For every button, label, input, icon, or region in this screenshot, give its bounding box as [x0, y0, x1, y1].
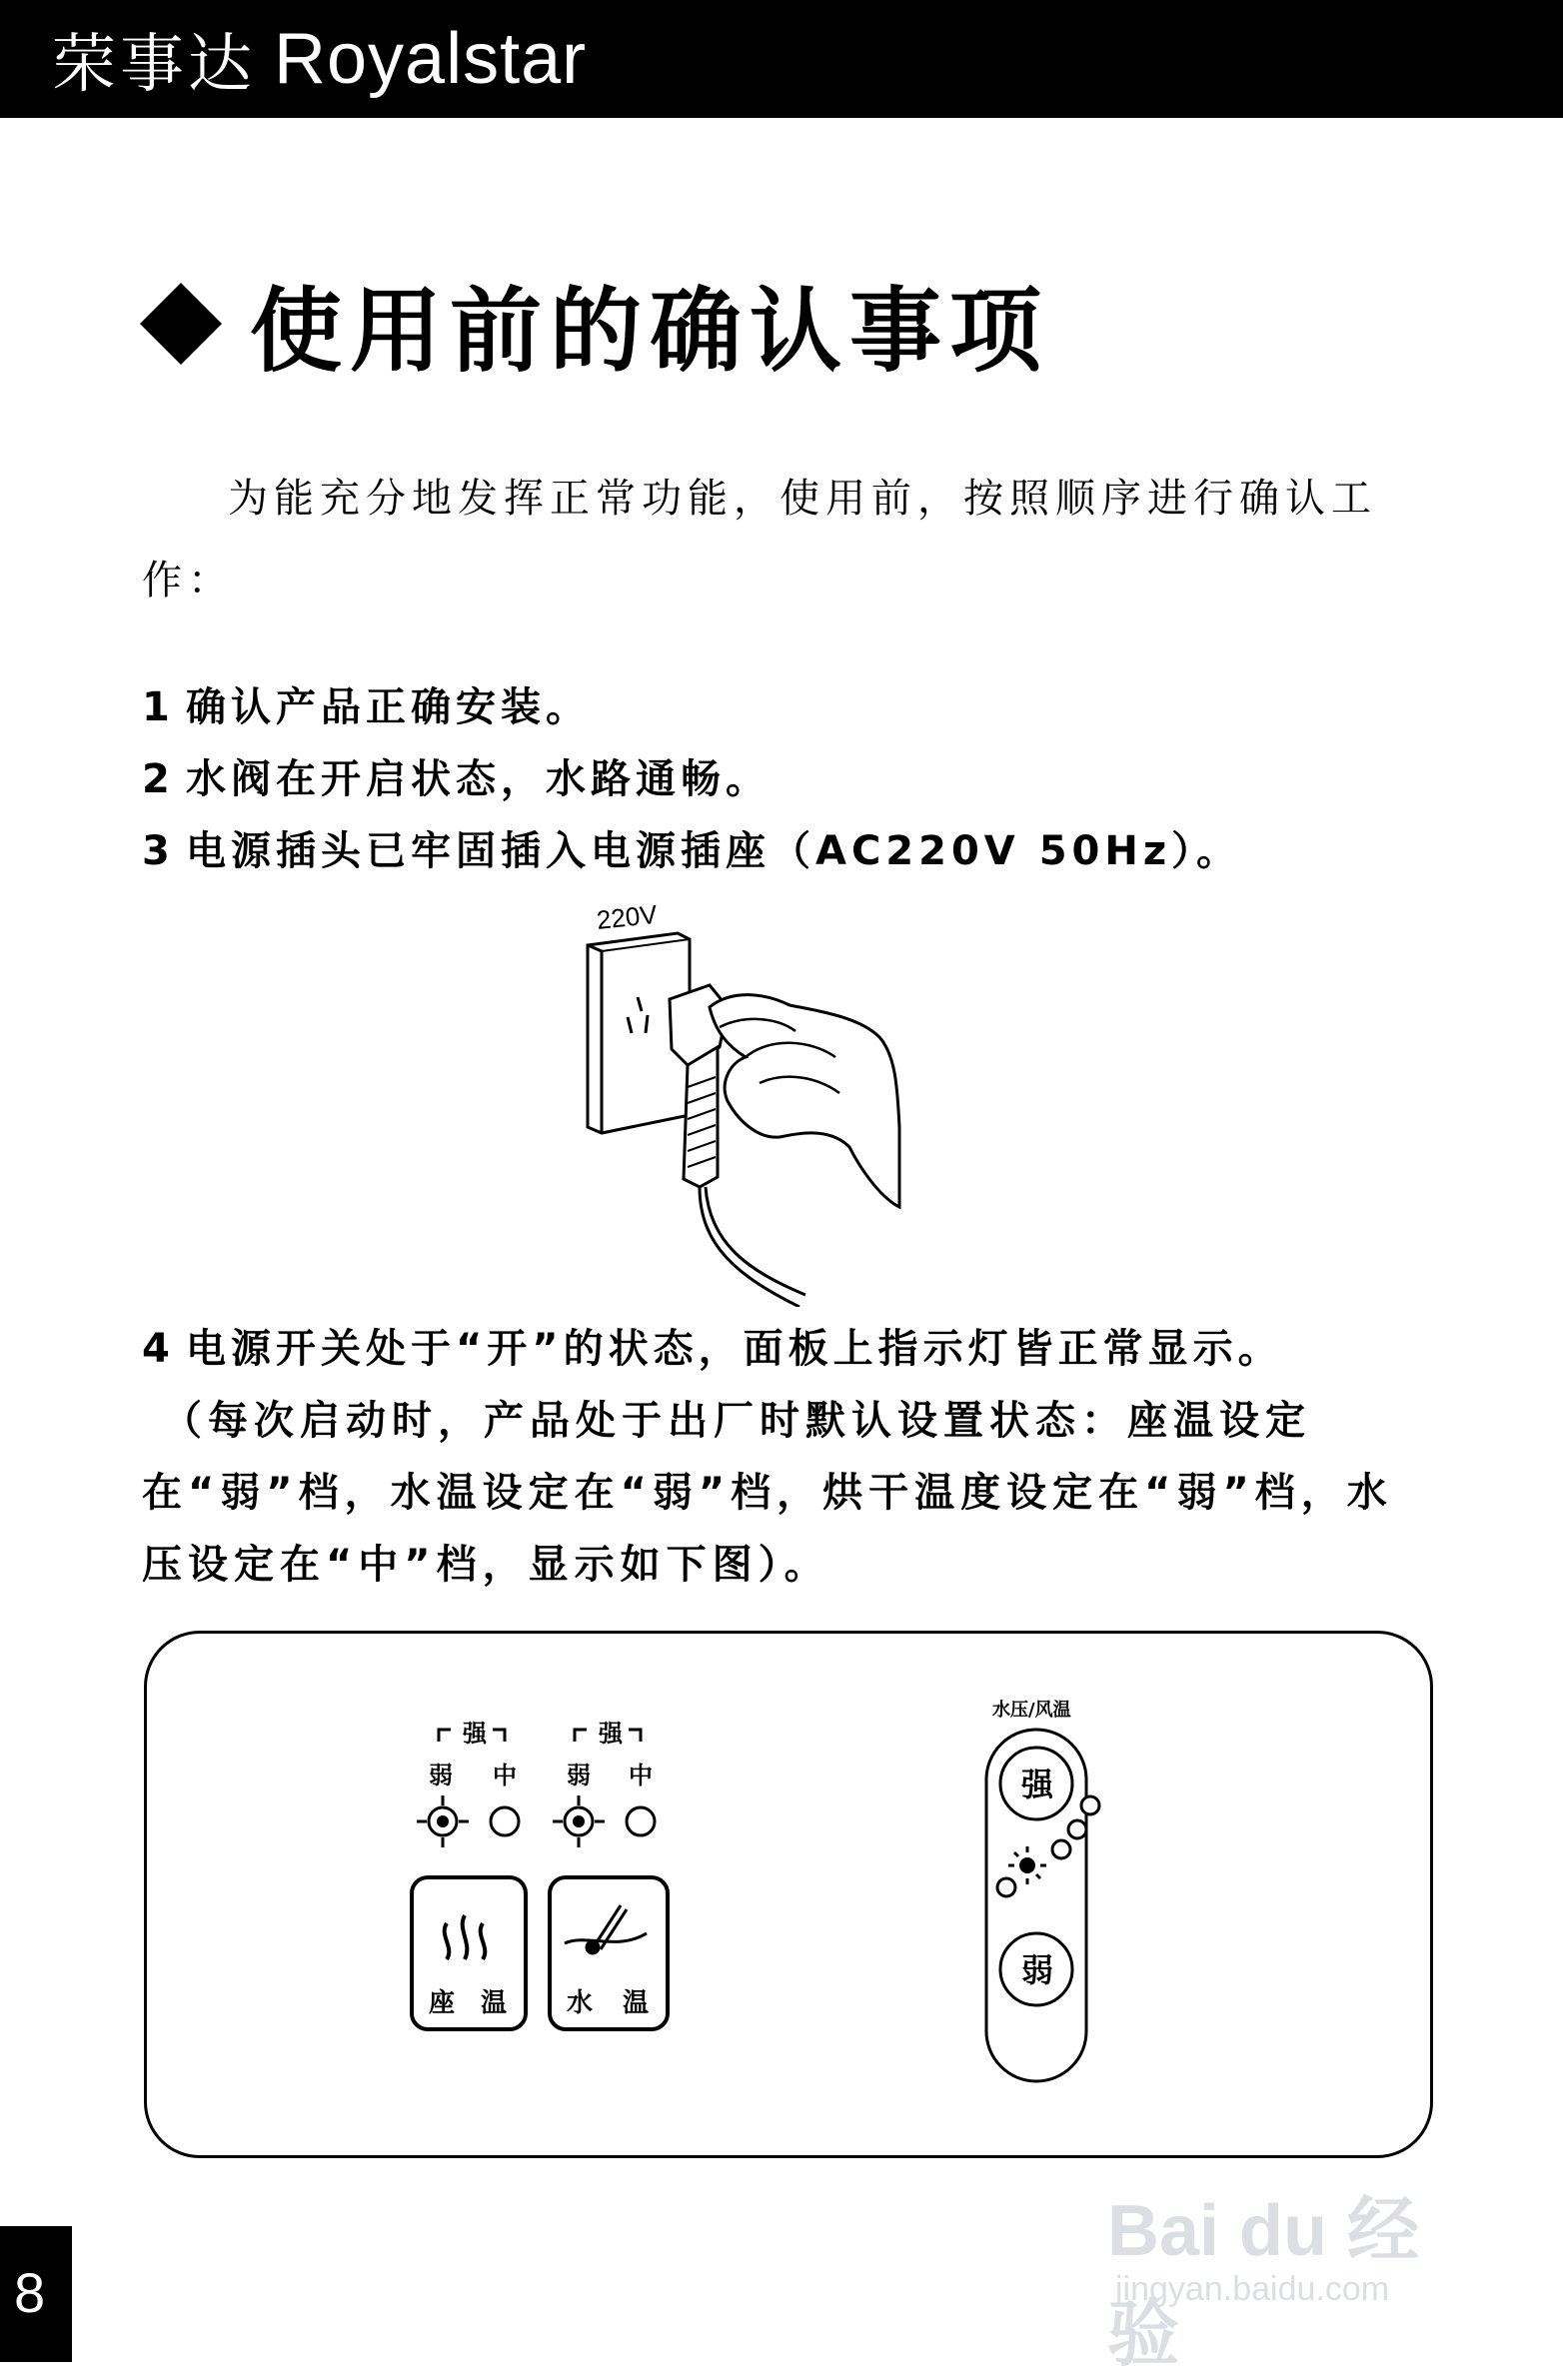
- water-temp-label-a: 水: [567, 1988, 594, 2018]
- water-temp-group: [550, 1720, 668, 2029]
- pressure-level-3-icon: [1052, 1840, 1070, 1858]
- pressure-down-label: 弱: [1021, 1951, 1054, 1989]
- brand-logo: [52, 14, 587, 104]
- brand-name-cn: 荣事达: [52, 28, 256, 102]
- step-number: 3: [142, 828, 170, 874]
- water-mid-indicator-icon: [627, 1807, 655, 1835]
- pressure-up-label: 强: [1021, 1766, 1054, 1803]
- page-number-box: [0, 2226, 72, 2362]
- water-weak-indicator-lit-icon: [553, 1795, 605, 1847]
- plug-in-socket-illustration: [560, 887, 939, 1307]
- watermark-main: Bai du 经验: [1107, 2191, 1420, 2375]
- voltage-label: 220V: [595, 898, 660, 935]
- seat-strong-label: 强: [463, 1720, 487, 1748]
- step-text: 水阀在开启状态，水路通畅。: [186, 756, 771, 802]
- step-number: 1: [142, 684, 170, 730]
- water-temp-label-b: 温: [623, 1988, 650, 2018]
- step-number: 4: [142, 1326, 170, 1372]
- water-mid-label: 中: [629, 1762, 653, 1789]
- power-cord: [700, 1187, 799, 1307]
- steps-list: [142, 671, 1441, 887]
- panel-drawing: [147, 1634, 1436, 2161]
- step-4: [142, 1313, 1441, 1385]
- list-item: [142, 743, 1441, 815]
- pressure-level-4-icon: [1068, 1820, 1086, 1838]
- seat-mid-label: 中: [493, 1762, 517, 1789]
- seat-temp-label-a: 座: [429, 1988, 456, 2018]
- baidu-watermark: [1107, 2152, 1487, 2375]
- pressure-title: 水压/风温: [992, 1700, 1071, 1721]
- hand-icon: [710, 995, 899, 1207]
- page-title: [140, 258, 1049, 390]
- header-bar: [0, 0, 1563, 118]
- step-text: 电源开关处于“开”的状态，面板上指示灯皆正常显示。: [186, 1326, 1283, 1372]
- pressure-group: [986, 1699, 1099, 2081]
- page-title-text: 使用前的确认事项: [250, 278, 1050, 385]
- list-item: [142, 815, 1441, 887]
- seat-weak-label: 弱: [429, 1762, 453, 1789]
- pressure-level-5-icon: [1081, 1796, 1099, 1814]
- water-strong-label: 强: [599, 1720, 623, 1748]
- seat-weak-indicator-lit-icon: [417, 1795, 469, 1847]
- step-number: 2: [142, 756, 170, 802]
- brand-name-en: Royalstar: [274, 19, 588, 99]
- seat-temp-group: [412, 1720, 526, 2029]
- seat-temp-label-b: 温: [481, 1988, 508, 2018]
- pressure-level-1-icon: [997, 1878, 1015, 1896]
- diamond-bullet-icon: [140, 283, 222, 365]
- default-settings-note: （每次启动时，产品处于出厂时默认设置状态：座温设定在“弱”档，水温设定在“弱”档，烘干温度设定在“弱”档，水压设定在“中”档，显示如下图）。: [142, 1398, 1393, 1588]
- water-weak-label: 弱: [567, 1762, 591, 1789]
- seat-mid-indicator-icon: [491, 1807, 519, 1835]
- watermark-sub: jingyan.baidu.com: [1115, 2270, 1390, 2308]
- step-text: 电源插头已牢固插入电源插座（AC220V 50Hz）。: [186, 828, 1242, 874]
- list-item: [142, 671, 1441, 743]
- intro-paragraph: 为能充分地发挥正常功能，使用前，按照顺序进行确认工作：: [142, 476, 1377, 603]
- control-panel-diagram: [144, 1631, 1433, 2158]
- page-number: 8: [14, 2261, 46, 2324]
- step-text: 确认产品正确安装。: [186, 684, 591, 730]
